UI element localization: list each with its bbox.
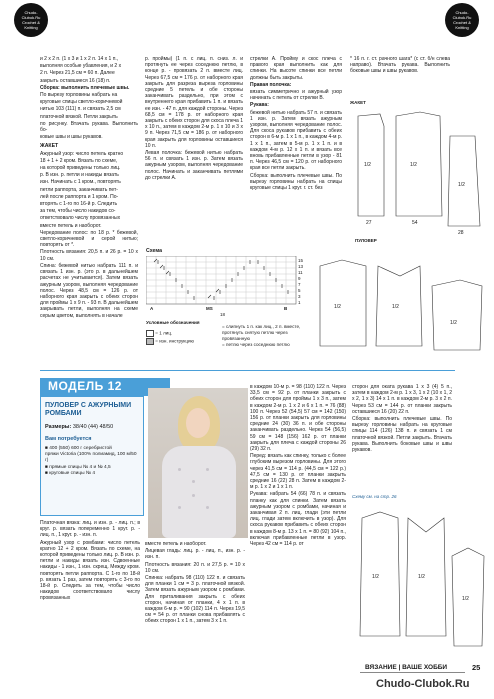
section-divider <box>40 370 455 371</box>
svg-text:1/2: 1/2 <box>450 320 457 326</box>
knitting-chart <box>146 256 306 312</box>
text-line: платочной вязкой. Петли закрыть <box>40 113 118 120</box>
see-chart-note: Схему см. на стр. 26 <box>352 494 397 499</box>
paragraph-stripes: Чередование полос: по 18 р. * бежевой, светло-коричневой и серой нитью; повторять от *. <box>40 229 138 249</box>
text-line: Сборка: выполнить плечевые швы. <box>40 84 130 91</box>
text-line: и 2 х 2 п. (1 х 3 и 1 х 2 п. 14 х 1 п., <box>40 56 119 62</box>
text-line: ковые швы и швы рукавов. <box>40 134 103 141</box>
model-column-4 <box>352 384 452 492</box>
text-line: Ажурный узор: число петель кратно <box>40 150 124 157</box>
model-column-mid <box>145 541 245 661</box>
photo-face <box>186 408 210 438</box>
text-line: по рисунку. Втачать рукава. Выполнить бо- <box>40 120 138 134</box>
chart-row-5: 5 <box>298 288 301 293</box>
material-item: ■ прямые спицы № 4 и № 4,5 <box>45 464 111 470</box>
svg-text:1/2: 1/2 <box>334 304 341 310</box>
schema-title: Схема <box>146 248 162 254</box>
legend-item <box>146 330 216 337</box>
text-line: 18 + 1 + 2 кром. Вязать по схеме, <box>40 157 118 164</box>
text-line: лей после раппорта и 1 кром. По- <box>40 193 119 200</box>
material-item: пряжи Victoria (100% полиамид, 100 м/50 г) <box>45 452 137 464</box>
column-2-top <box>145 56 243 252</box>
chart-rapport: 18 <box>220 312 226 317</box>
text-line: закрыть оставшиеся 16 (18) п. <box>40 77 111 84</box>
text-line: ответствовало числу провязанных <box>40 215 121 222</box>
paragraph-back-cont: в каждом 10-м р. = 98 (110) 122 п. Через 33,5 см = 92 р. от планки закрыть с обеих сторон для проймы 1 х 3 п., затем в каждом 2-м р. 1 х 2 и 6 х 1 п. = 76 (88) 100 п. Через 52 (54,5) 57 см = 142 (150) 156 р. от планки закрыть для горловины средние 24 (30) 36 п. и обе стороны заканчивать раздельно. Через 54 (56,5) 59 см = 148 (156) 162 р. от планки закрыть для плеча с каждой стороны 26 (29) 32 п. <box>250 384 346 453</box>
text-line: вместе петель и наоборот. <box>40 222 102 229</box>
legend-item <box>222 324 304 342</box>
paragraph-density: Плотность вязания: 20,5 п. и 26 р. = 10 x 10 см. <box>40 249 138 262</box>
paragraph-sleeves: бежевой нитью набрать 57 п. и связать 1 изн. р. Затем вязать ажурным узором, выполняя чередование полос. Для скоса рукавов прибавить с обеих сторон в 6-м р. 1 х 1 п., в каждом 4-м р. 1 х 1 п., затем в 5-м р. 1 х 1 п. и в каждом 4-м р. 12 х 1 п. и вязать все вновь прибавленные петли в узор - 81 п. Через 46,5 см = 120 р. от наборного края все петли закрыть. <box>250 109 342 172</box>
svg-text:28: 28 <box>458 230 464 236</box>
model-number: МОДЕЛЬ 12 <box>48 379 122 393</box>
paragraph-assembly: Сборка: выполнить плечевые швы. По вырезу горловины набрать на спицы круговые спицы 1 круг. г. ст. без <box>250 172 342 192</box>
svg-text:1/2: 1/2 <box>418 574 425 580</box>
text-line: изн. Начинать с 1 кром., повторять <box>40 179 121 186</box>
chart-row-9: 9 <box>298 276 301 281</box>
text-line: за тем, чтобы число накидов со- <box>40 208 116 215</box>
column-3-top <box>250 56 342 252</box>
svg-text:1/2: 1/2 <box>364 162 371 168</box>
svg-text:27: 27 <box>366 220 372 226</box>
chart-row-13: 13 <box>298 264 304 269</box>
chart-row-3: 3 <box>298 294 301 299</box>
column-4-top <box>350 56 450 92</box>
model-title: ПУЛОВЕР С АЖУРНЫМИ РОМБАМИ <box>45 402 132 417</box>
site-watermark: Chudo-Clubok.Ru <box>376 678 470 690</box>
paragraph-finish: * 16 п. г. ст. рачного шага* (с ст. б/н слева направо). Втачать рукава. Выполнить боковые швы и швы рукавов. <box>350 56 450 75</box>
svg-text:1/2: 1/2 <box>458 182 465 188</box>
model-sizes: Размеры: 38/40 (44) 48/50 <box>45 424 114 430</box>
paragraph-front: Перед: вязать как спинку, только с более глубоким вырезом горловины. Для этого через 41,5 см = 114 р. (44,5 см = 122 р.) 47,5 см = 130 р. от планки закрыть средние 16 (22) 28 п. Затем в каждом 2-м р. 1 х 2 и 1 х 1 п. <box>250 453 346 491</box>
jacket-diagram-label: ЖАКЕТ <box>350 100 366 105</box>
svg-text:1/2: 1/2 <box>392 304 399 310</box>
paragraph-back-cont: р. проймы) (1 п. с лиц. п. сниз. л. и протянуть ее через соседнюю петлю, в конце р. - провязать 2 п. вместе лиц. Через 67,5 см = 176 р. от наборного края закрыть для разреза выреза горловины средние 5 петель и обе стороны заканчивать раздельно, при этом с внутреннего края прибавить 1 п. и вязать ее изн. - 47 п. для каждой стороны. Через 68,5 см = 178 р. от наборного края закрыть с обеих сторон для скоса плеча 1 х 10 п., затем в каждом 2-м р. 1 х 10 и 3 х 9 п. Через 71,5 см = 186 р. от наборного края закрыть для горловины оставшиеся 10 п. <box>145 56 243 149</box>
text-line: нитью 103 (111) п. и связать 2,5 см <box>40 106 121 113</box>
legend-text: = слипнуть 1 п. как лиц., 2 п. вместе, протянуть снятую петлю через провязанную <box>222 324 301 341</box>
page-number: 25 <box>472 663 481 672</box>
jacket-pattern-diagram <box>350 106 490 236</box>
svg-text:1/2: 1/2 <box>410 162 417 168</box>
right-front-heading: Правая полочка: <box>250 81 292 88</box>
text-line: выполняя особые убавления, и 2 х <box>40 63 122 70</box>
paragraph-lace: Ажурный узор с ромбами: число петель кратно 12 + 2 кром. Вязать по схеме, на которой приведены только лиц. р. В изн. р. петли и накиды вязать изн. Сдвоенные накиды - 1 изн., 1 изн. скрещ. Между кром. повторять петли раппорта. С 1-го по 18-й р. вязать 1 раз, затем повторять с 3-го по 18-й р. Следить за тем, чтобы число накидов соответствовало числу провязанных <box>40 539 140 602</box>
text-line: 2 п. Через 21,5 см = 60 п. Далее <box>40 70 115 77</box>
text-line: р. В изн. р. петли и накиды вязать <box>40 172 119 179</box>
text-line: петли раппорта, заканчивать пет- <box>40 186 118 193</box>
chart-row-11: 11 <box>298 270 303 275</box>
footer-rule <box>360 672 465 673</box>
chart-mark-a: A <box>150 306 154 311</box>
paragraph-garter: Платочная вязка: лиц. и изн. р. - лиц. п.; в круг. р. вязать попеременно 1 круг. р. - лиц. п., 1 круг. р. - изн. п. <box>40 520 140 539</box>
legend-text: = 1 лиц. <box>155 330 173 336</box>
legend-text: = изн. инструкцию <box>155 338 194 344</box>
paragraph-front-cont: стрелки А. Пройму и скос плеча с правого края выполнить как для спинки. На высоте спинки все петли должны быть закрыты. <box>250 56 342 81</box>
paragraph-left-front: Левая полочка: бежевой нитью набрать 56 п. и связать 1 изн. р. Затем вязать ажурным узором, выполняя чередование полос. Начинать и заканчивать петлями до стрелки А. <box>145 150 243 181</box>
text-line: на которой приведены только лиц. <box>40 165 121 172</box>
model-materials-list <box>45 446 139 477</box>
paragraph-density: Плотность вязания: 20 п. и 27,5 р. = 10 x 10 см. <box>145 561 245 574</box>
legend-title: Условные обозначения <box>146 320 200 325</box>
model-materials-heading: Вам потребуется <box>45 436 92 442</box>
watermark-left: Chudo-Clubok.Ru Crochet & Knitting <box>14 3 48 37</box>
watermark-right: Chudo-Clubok.Ru Crochet & Knitting <box>445 3 479 37</box>
photo-sweater <box>162 446 236 538</box>
text-line: По вырезу горловины набрать на <box>40 92 118 99</box>
svg-text:1/2: 1/2 <box>372 574 379 580</box>
model-column-left <box>40 520 140 660</box>
chart-mark-b: B <box>284 306 288 311</box>
chart-row-1: 1 <box>298 300 301 305</box>
chart-mark-ms: MS <box>206 306 213 311</box>
sleeves-heading: Рукава: <box>250 102 269 109</box>
paragraph-sleeves: Рукава: набрать 54 (66) 78 п. и связать планку как для спинки. Затем вязать ажурным узором с ромбами, начиная и заканчивая 2 п. лиц. глади (эти петли лиц. глади затем включить в узор). Для скоса рукавов прибавить с обеих сторон в каждом 8-м р. 13 х 1 п. = 80 (92) 104 п., включая прибавленные петли в узор. Через 42 см = 114 р. от <box>250 491 346 548</box>
paragraph-right-front: вязать симметрично и ажурный узор начинать с петель от стрелки В. <box>250 89 342 102</box>
paragraph-sleeve-cap: сторон для оката рукава 1 х 3 (4) 5 п., затем в каждом 2-м р. 1 х 3, 1 х 2 (10 х 1, 2 х 2, 1 х 3) 14 х 1 п. в каждом 2-м р. 3 х 2 п. Через 53 см = 144 р. от планки закрыть оставшиеся 16 (20) 22 п. <box>352 384 452 415</box>
model-column-3 <box>250 384 346 660</box>
text-line: вместе петель и наоборот. <box>145 541 207 547</box>
chart-row-15: 15 <box>298 258 304 263</box>
paragraph-stockinette: Лицевая гладь: лиц. р. - лиц. п., изн. р. - изн. п. <box>145 548 245 561</box>
footer-title: ВЯЗАНИЕ | ВАШЕ ХОББИ <box>365 664 448 671</box>
svg-text:54: 54 <box>412 220 418 226</box>
legend-item <box>222 342 304 348</box>
paragraph-back: Спинка: набрать 98 (110) 122 п. и связать для планки 1 см = 3 р. платочной вязкой. Затем вязать ажурным узором с ромбами. Для приталивания закрыть с обеих сторон, начиная от планки, 4 х 1 п. в каждом 6-м р. = 90 (102) 114 п. Через 19,5 см = 54 р. от планки снова прибавлять с обеих сторон 1 х 1 п., затем 3 х 1 п. <box>145 575 245 625</box>
section-heading: ЖАКЕТ <box>40 143 59 150</box>
column-1-top <box>40 56 138 374</box>
chart-row-7: 7 <box>298 282 301 287</box>
text-line: круговые спицы светло-коричневой <box>40 99 123 106</box>
legend-text: = петлю через соседнюю петлю <box>222 342 290 347</box>
paragraph-assembly: Сборка: выполнить плечевые швы. По вырезу горловины набрать на круговые спицы 114 (126) 138 п. и связать 1 см платочной вязкой. Петли закрыть. Втачать рукава. Выполнить боковые швы и швы рукавов. <box>352 416 452 454</box>
pullover-schematic <box>352 504 487 659</box>
legend-item <box>146 338 216 345</box>
text-line: вторять с 1-го по 16-й р. Следить <box>40 201 118 208</box>
paragraph-back: Спина: бежевой нитью набрать 111 п. и связать 1 изн. р. (это р. в дальнейшем расчетах не учитывается). Затем вязать ажурным узором, выполняя чередование полос. Через 48,5 см = 126 р. от наборного края закрыть с обеих сторон для проймы 1 х 9 п. - 93 п. В дальнейшем закрывать петли, выполняя на схеме серым цветом, выполнять в начале <box>40 262 138 319</box>
material-item: ■ 400 (550) 600 г серебристой <box>45 446 112 451</box>
material-item: ■ круговые спицы № 4 <box>45 470 95 476</box>
model-photo <box>148 388 248 538</box>
pullover-pattern-diagram <box>310 246 490 354</box>
pullover-diagram-label: ПУЛОВЕР <box>355 238 377 243</box>
svg-text:1/2: 1/2 <box>462 596 469 602</box>
